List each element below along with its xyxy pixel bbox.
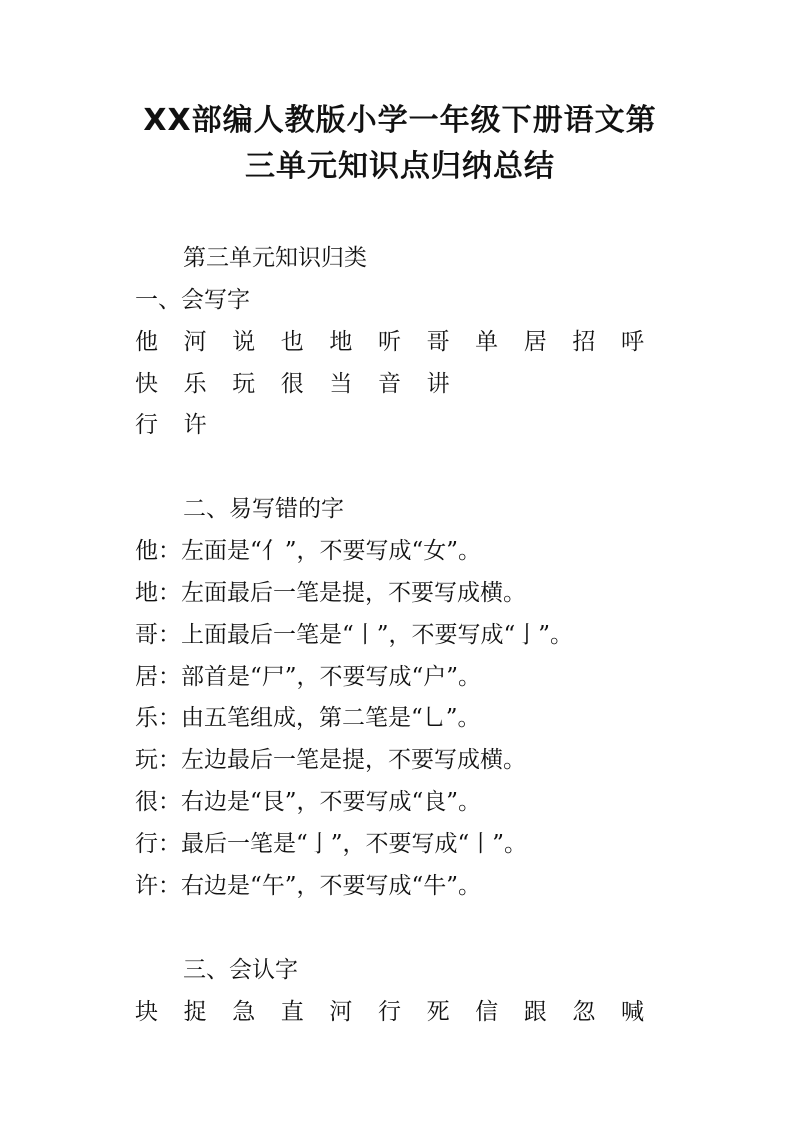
- char: 行: [135, 412, 158, 438]
- char: 音: [377, 371, 401, 397]
- title-line-1: XX部编人教版小学一年级下册语文第: [143, 103, 657, 138]
- char: 居: [523, 329, 547, 355]
- section3-heading: 三、会认字: [183, 957, 298, 983]
- section3-char-row-1: [135, 997, 670, 1027]
- char: 他: [135, 329, 158, 355]
- error-item: 哥：上面最后一笔是“丨”，不要写成“亅”。: [135, 622, 574, 648]
- char: 直: [280, 999, 304, 1025]
- char: 听: [377, 329, 401, 355]
- char: 哥: [426, 329, 450, 355]
- char: 讲: [426, 371, 450, 397]
- char: 河: [329, 999, 353, 1025]
- error-item: 他：左面是“亻”，不要写成“女”。: [135, 538, 482, 564]
- error-item: 乐：由五笔组成，第二笔是“乚”。: [135, 705, 481, 731]
- char: 喊: [620, 999, 644, 1025]
- char: 急: [232, 999, 256, 1025]
- char: 地: [329, 329, 353, 355]
- error-item: 许：右边是“午”，不要写成“牛”。: [135, 873, 482, 899]
- error-item: 很：右边是“艮”，不要写成“良”。: [135, 789, 482, 815]
- char: 呼: [620, 329, 644, 355]
- page-title: [0, 98, 800, 190]
- char: 许: [183, 412, 207, 438]
- error-item: 玩：左边最后一笔是提，不要写成横。: [135, 747, 526, 773]
- char: 忽: [572, 999, 596, 1025]
- section1-char-row-3: [135, 410, 232, 440]
- char: 行: [377, 999, 401, 1025]
- section1-char-row-1: [135, 327, 670, 357]
- section2-heading: 二、易写错的字: [183, 496, 344, 522]
- title-line-2: 三单元知识点归纳总结: [245, 149, 555, 184]
- intro-heading: 第三单元知识归类: [183, 245, 367, 271]
- char: 说: [232, 329, 256, 355]
- char: 快: [135, 371, 158, 397]
- char: 单: [475, 329, 499, 355]
- char: 死: [426, 999, 450, 1025]
- char: 河: [183, 329, 207, 355]
- error-item: 地：左面最后一笔是提，不要写成横。: [135, 580, 526, 606]
- char: 玩: [232, 371, 256, 397]
- char: 乐: [183, 371, 207, 397]
- char: 信: [475, 999, 499, 1025]
- char: 招: [572, 329, 596, 355]
- char: 当: [329, 371, 353, 397]
- section1-char-row-2: [135, 369, 475, 399]
- char: 跟: [523, 999, 547, 1025]
- char: 也: [280, 329, 304, 355]
- char: 很: [280, 371, 304, 397]
- char: 块: [135, 999, 158, 1025]
- section1-heading: 一、会写字: [135, 287, 250, 313]
- error-item: 行：最后一笔是“亅”，不要写成“丨”。: [135, 831, 528, 857]
- error-item: 居：部首是“尸”，不要写成“户”。: [135, 664, 482, 690]
- char: 捉: [183, 999, 207, 1025]
